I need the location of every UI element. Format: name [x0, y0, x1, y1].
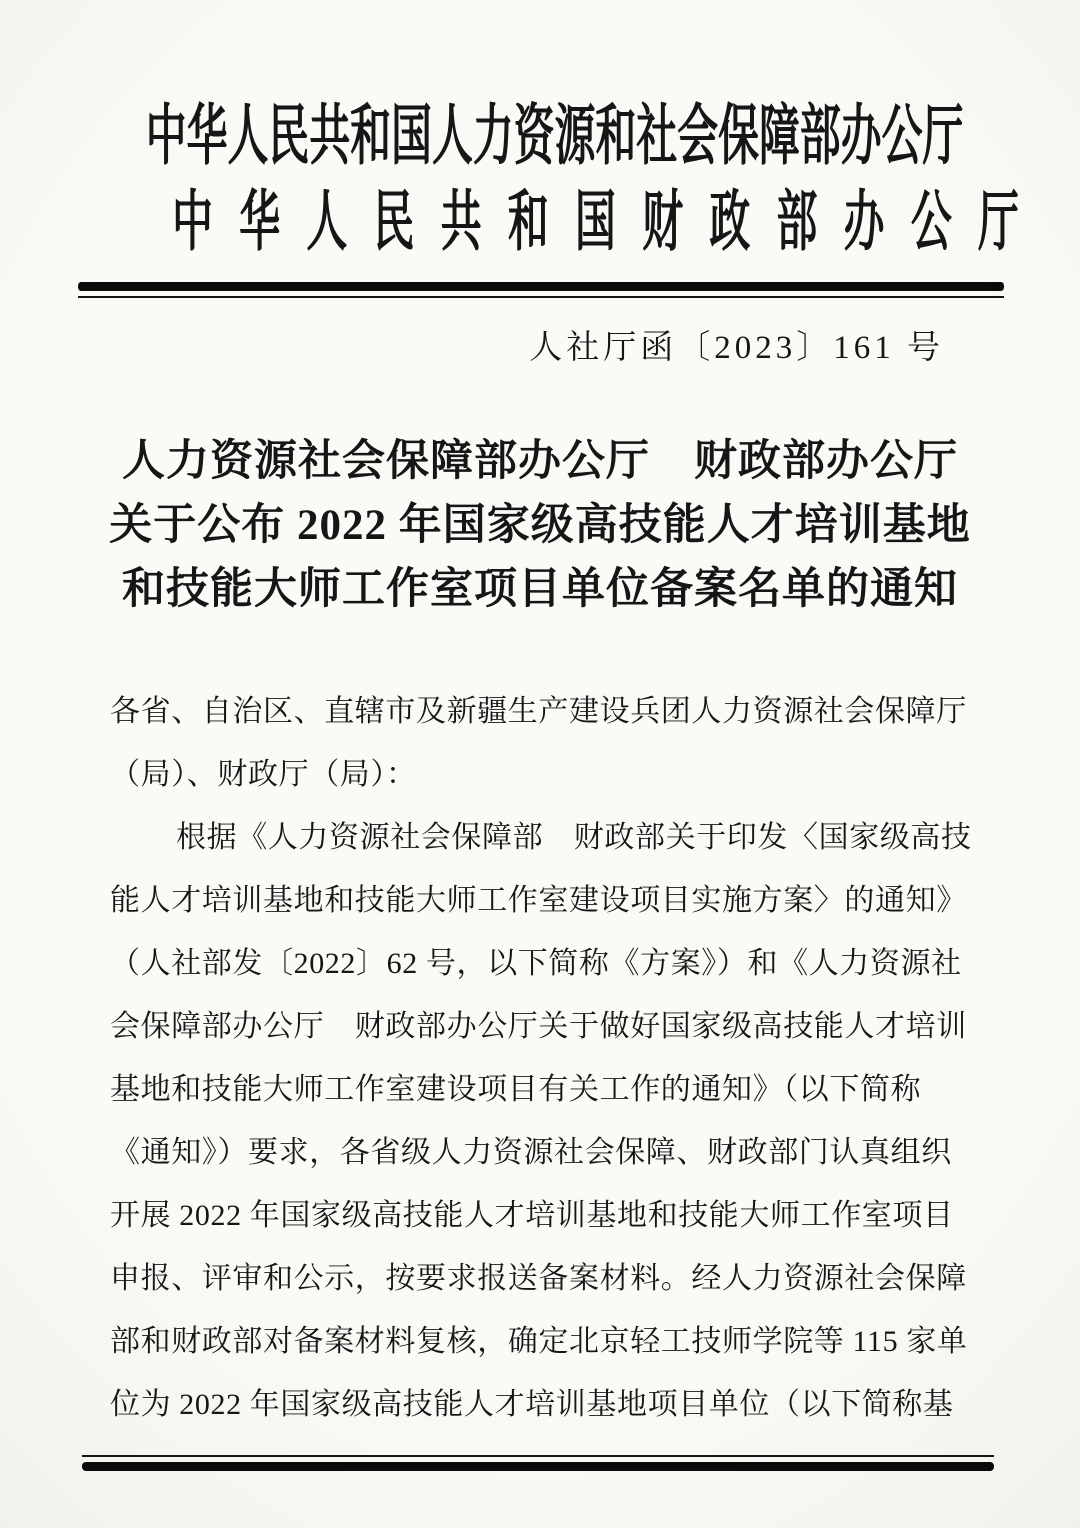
document-title-line-1: 人力资源社会保障部办公厅 财政部办公厅 — [122, 438, 958, 485]
body-line: 申报、评审和公示，按要求报送备案材料。经人力资源社会保障 — [110, 1262, 967, 1295]
body-line: 能人才培训基地和技能大师工作室建设项目实施方案〉的通知》 — [110, 884, 967, 917]
header-divider-thick-line — [78, 282, 1004, 291]
header-divider — [78, 282, 1004, 298]
document-title-line-2: 关于公布 2022 年国家级高技能人才培训基地 — [109, 502, 971, 549]
document-body — [0, 680, 1080, 1436]
header-divider-thin-line — [78, 296, 1004, 298]
body-line-salutation-1: 各省、自治区、直辖市及新疆生产建设兵团人力资源社会保障厅 — [110, 695, 967, 728]
body-line: 会保障部办公厅 财政部办公厅关于做好国家级高技能人才培训 — [110, 1010, 967, 1043]
document-number: 人社厅函〔2023〕161 号 — [529, 330, 944, 366]
body-line: 基地和技能大师工作室建设项目有关工作的通知》（以下简称 — [110, 1073, 922, 1106]
issuing-org-line-1: 中华人民共和国人力资源和社会保障部办公厅 — [145, 100, 964, 174]
body-line: 《通知》）要求，各省级人力资源社会保障、财政部门认真组织 — [110, 1136, 952, 1169]
body-line: 部和财政部对备案材料复核，确定北京轻工技师学院等 115 家单 — [110, 1325, 968, 1358]
issuing-org-line-2: 中华人民共和国财政部办公厅 — [172, 186, 1046, 260]
body-line-salutation-2: （局）、财政厅（局）： — [110, 758, 417, 791]
document-letterhead — [0, 0, 1080, 266]
document-title — [0, 430, 1080, 622]
body-line: 位为 2022 年国家级高技能人才培训基地项目单位（以下简称基 — [110, 1388, 954, 1421]
body-line: （人社部发〔2022〕62 号，以下简称《方案》）和《人力资源社 — [110, 947, 962, 980]
body-line: 根据《人力资源社会保障部 财政部关于印发〈国家级高技 — [176, 821, 972, 854]
footer-divider-thin-line — [82, 1455, 994, 1457]
body-line: 开展 2022 年国家级高技能人才培训基地和技能大师工作室项目 — [110, 1199, 954, 1232]
footer-divider — [82, 1455, 994, 1471]
footer-divider-thick-line — [82, 1462, 994, 1471]
document-title-line-3: 和技能大师工作室项目单位备案名单的通知 — [122, 566, 958, 613]
